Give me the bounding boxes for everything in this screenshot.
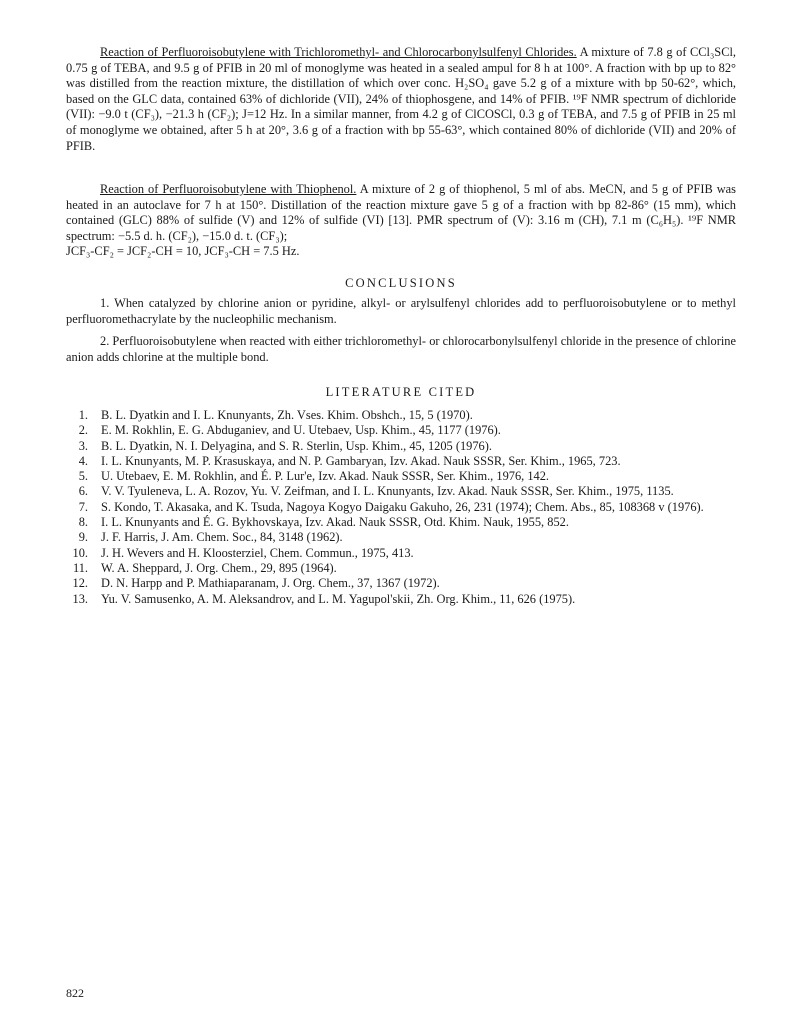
reference-number: 7. [78,499,88,514]
reference-text: V. V. Tyuleneva, L. A. Rozov, Yu. V. Zeifman, and I. L. Knunyants, Izv. Akad. Nauk SSSR, Ser. Khim., 1975, 1135. [101,484,674,499]
reference-number: 10. [72,545,88,560]
reference-number: 5. [78,469,88,484]
section-perfluoroisobutylene-thiophenol [66,182,736,260]
references-list [66,408,736,607]
reference-number: 12. [72,576,88,591]
reference-text: B. L. Dyatkin, N. I. Delyagina, and S. R. Sterlin, Usp. Khim., 45, 1205 (1976). [101,438,492,453]
reference-item [66,515,736,530]
conclusions-list [66,296,736,365]
section-text: A mixture of 7.8 g of CCl₃SCl, 0.75 g of TEBA, and 9.5 g of PFIB in 20 ml of monoglyme was heated in a sealed ampul for 8 h at 100°. A fraction with bp up to 82° was distilled from the reaction mixture, the distillation of which over conc. H₂SO₄ gave 5.2 g of a mixture with bp 50-62°, which, based on the GLC data, contained 63% of dichloride (VII), 24% of thiophosgene, and 14% of PFIB. ¹⁹F NMR spectrum of dichloride (VII): −9.0 t (CF₃), −21.3 h (CF₂); J=12 Hz. In a similar manner, from 4.2 g of ClCOSCl, 0.3 g of TEBA, and 7.5 g of PFIB in 25 ml of monoglyme we obtained, after 5 h at 20°, 3.6 g of a fraction with bp 55-63°, which contained 80% of dichloride (VII) and 20% of PFIB. [66,45,736,153]
reference-text: W. A. Sheppard, J. Org. Chem., 29, 895 (1964). [101,560,337,575]
reference-text: J. F. Harris, J. Am. Chem. Soc., 84, 3148 (1962). [101,530,343,545]
reference-item [66,530,736,545]
reference-number: 3. [78,438,88,453]
reference-item [66,484,736,499]
conclusions-heading: CONCLUSIONS [345,276,457,290]
reference-text: Yu. V. Samusenko, A. M. Aleksandrov, and L. M. Yagupol'skii, Zh. Org. Khim., 11, 626 (1975). [101,591,576,606]
coupling-constants-line: JCF₃-CF₂ = JCF₂-CH = 10, JCF₃-CH = 7.5 Hz. [66,244,300,259]
paragraph-sulfenyl-chlorides [66,45,736,154]
reference-number: 9. [78,530,88,545]
section-title: Reaction of Perfluoroisobutylene with Thiophenol. [100,182,357,196]
section-text: A mixture of 2 g of thiophenol, 5 ml of abs. MeCN, and 5 g of PFIB was heated in an autoclave for 7 h at 150°. Distillation of the reaction mixture gave 5 g of a fraction with bp 82-86° (15 mm), which contained (GLC) 88% of sulfide (V) and 12% of sulfide (VI) [13]. PMR spectrum of (V): 3.16 m (CH), 7.1 m (C₆H₅). ¹⁹F NMR spectrum: −5.5 d. h. (CF₂), −15.0 d. t. (CF₃); [66,182,736,243]
reference-number: 6. [78,484,88,499]
page-number: 822 [66,986,84,1000]
reference-number: 1. [78,408,88,422]
reference-item [66,423,736,438]
conclusion-item: 1. When catalyzed by chlorine anion or pyridine, alkyl- or arylsulfenyl chlorides add to perfluoroisobutylene or to methyl perfluoromethacrylate by the nucleophilic mechanism. [66,296,736,326]
reference-text: D. N. Harpp and P. Mathiaparanam, J. Org. Chem., 37, 1367 (1972). [101,576,440,591]
reference-text: I. L. Knunyants and É. G. Bykhovskaya, Izv. Akad. Nauk SSSR, Otd. Khim. Nauk, 1955, 852. [101,515,569,530]
reference-text: U. Utebaev, E. M. Rokhlin, and É. P. Lur'e, Izv. Akad. Nauk SSSR, Ser. Khim., 1976, 142. [101,469,550,484]
reference-item [66,408,736,423]
reference-text: S. Kondo, T. Akasaka, and K. Tsuda, Nagoya Kogyo Daigaku Gakuho, 26, 231 (1974); Chem. Abs., 85, 108368 v (1976). [101,499,704,514]
reference-text: J. H. Wevers and H. Kloosterziel, Chem. Commun., 1975, 413. [101,545,414,560]
reference-item [66,454,736,469]
reference-number: 13. [72,591,88,606]
conclusion-item: 2. Perfluoroisobutylene when reacted with either trichloromethyl- or chlorocarbonylsulfenyl chloride in the presence of chlorine anion adds chlorine at the multiple bond. [66,334,736,364]
literature-heading: LITERATURE CITED [325,385,477,399]
reference-item [66,592,736,607]
section-perfluoroisobutylene-sulfenyl-chlorides [66,45,736,154]
reference-number: 8. [78,515,88,530]
reference-text: E. M. Rokhlin, E. G. Abduganiev, and U. Utebaev, Usp. Khim., 45, 1177 (1976). [101,423,501,438]
reference-item [66,439,736,454]
reference-item [66,500,736,515]
reference-item [66,469,736,484]
reference-item [66,561,736,576]
reference-item [66,546,736,561]
reference-number: 11. [72,560,88,575]
section-title: Reaction of Perfluoroisobutylene with Trichloromethyl- and Chlorocarbonylsulfenyl Chlorides. [100,45,577,59]
reference-number: 4. [78,453,88,468]
reference-number: 2. [78,423,88,438]
paragraph-thiophenol [66,182,736,244]
reference-item [66,576,736,591]
reference-text: I. L. Knunyants, M. P. Krasuskaya, and N. P. Gambaryan, Izv. Akad. Nauk SSSR, Ser. Khim., 1965, 723. [101,453,621,468]
reference-text: B. L. Dyatkin and I. L. Knunyants, Zh. Vses. Khim. Obshch., 15, 5 (1970). [101,408,473,422]
